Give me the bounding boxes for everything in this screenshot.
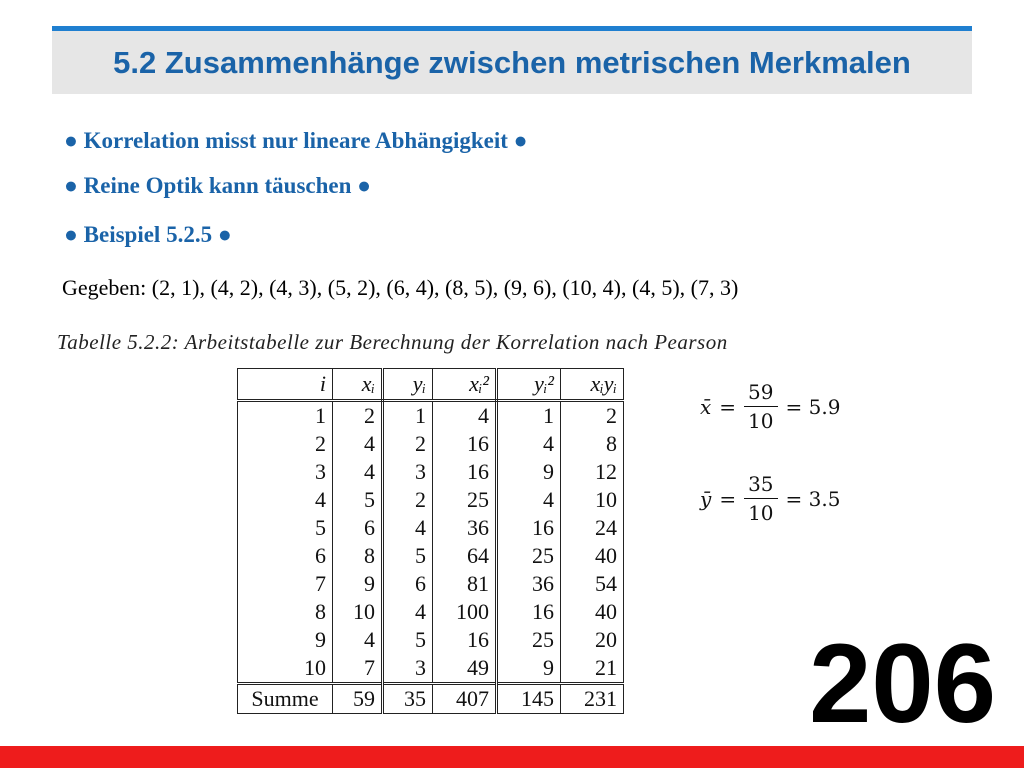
bottom-accent-bar [0, 746, 1024, 768]
sum-label: Summe [238, 684, 333, 714]
cell-x: 8 [333, 542, 383, 570]
cell-y-squared: 25 [497, 542, 561, 570]
table-row [238, 430, 624, 458]
table-row [238, 514, 624, 542]
table-row [238, 654, 624, 684]
cell-x-squared: 49 [433, 654, 497, 684]
cell-xy: 10 [595, 487, 617, 512]
cell-y-squared: 9 [497, 458, 561, 486]
cell-x: 4 [333, 626, 383, 654]
sum-y-squared: 145 [497, 684, 561, 714]
cell-x: 10 [333, 598, 383, 626]
cell-i: 7 [238, 570, 333, 598]
cell-y: 5 [383, 626, 433, 654]
cell-x-squared: 16 [433, 458, 497, 486]
y-mean-denominator: 10 [748, 501, 774, 525]
cell-i: 9 [238, 626, 333, 654]
table-row [238, 486, 624, 514]
bullet-example: ● Beispiel 5.2.5 ● [64, 222, 232, 247]
x-mean-numerator: 59 [744, 380, 777, 407]
bullet-correlation: ● Korrelation misst nur lineare Abhängigkeit ● [64, 128, 528, 153]
cell-xy: 54 [595, 571, 617, 596]
cell-x-squared: 25 [433, 486, 497, 514]
formula-x-mean [700, 380, 840, 433]
cell-x: 4 [333, 458, 383, 486]
cell-i: 5 [238, 514, 333, 542]
cell-y: 3 [383, 458, 433, 486]
sum-x: 59 [333, 684, 383, 714]
x-mean-denominator: 10 [748, 409, 774, 433]
table-row [238, 401, 624, 431]
table-header-row [238, 369, 624, 401]
given-data-points: Gegeben: (2, 1), (4, 2), (4, 3), (5, 2), (6, 4), (8, 5), (9, 6), (10, 4), (4, 5), (7, 3) [62, 275, 739, 300]
sum-y: 35 [383, 684, 433, 714]
table-row [238, 626, 624, 654]
cell-x-squared: 64 [433, 542, 497, 570]
cell-i: 10 [238, 654, 333, 684]
cell-y-squared: 4 [497, 486, 561, 514]
cell-x-squared: 81 [433, 570, 497, 598]
cell-xy: 2 [606, 403, 617, 428]
cell-xy: 21 [595, 655, 617, 680]
table-sum-row [238, 684, 624, 714]
cell-x: 2 [333, 401, 383, 431]
cell-i: 4 [238, 486, 333, 514]
cell-xy: 40 [595, 543, 617, 568]
formula-y-mean [700, 472, 840, 525]
cell-x: 9 [333, 570, 383, 598]
cell-x: 6 [333, 514, 383, 542]
y-mean-numerator: 35 [744, 472, 777, 499]
page-number: 206 [809, 621, 996, 746]
cell-y-squared: 16 [497, 514, 561, 542]
cell-xy: 20 [595, 627, 617, 652]
cell-y-squared: 25 [497, 626, 561, 654]
cell-y-squared: 16 [497, 598, 561, 626]
cell-y: 3 [383, 654, 433, 684]
y-mean-symbol: ȳ [700, 486, 712, 511]
cell-y: 4 [383, 514, 433, 542]
table-row [238, 458, 624, 486]
cell-xy: 12 [595, 459, 617, 484]
table-caption: Tabelle 5.2.2: Arbeitstabelle zur Berechnung der Korrelation nach Pearson [57, 330, 728, 354]
cell-i: 3 [238, 458, 333, 486]
cell-y-squared: 36 [497, 570, 561, 598]
header-y-squared: yᵢ² [497, 369, 561, 401]
header-i: i [238, 369, 333, 401]
cell-y: 1 [383, 401, 433, 431]
y-mean-result: = 3.5 [785, 486, 841, 511]
cell-x-squared: 16 [433, 430, 497, 458]
x-mean-result: = 5.9 [785, 394, 841, 419]
cell-y: 5 [383, 542, 433, 570]
header-xy: xᵢyᵢ [561, 369, 624, 401]
cell-x-squared: 16 [433, 626, 497, 654]
cell-x: 4 [333, 430, 383, 458]
table-row [238, 542, 624, 570]
cell-i: 1 [238, 401, 333, 431]
cell-x: 5 [333, 486, 383, 514]
cell-i: 6 [238, 542, 333, 570]
cell-i: 8 [238, 598, 333, 626]
cell-xy: 40 [595, 599, 617, 624]
cell-y-squared: 1 [497, 401, 561, 431]
header-x: xᵢ [333, 369, 383, 401]
y-mean-fraction [744, 472, 777, 525]
slide-header [52, 26, 972, 94]
cell-x-squared: 4 [433, 401, 497, 431]
cell-x-squared: 36 [433, 514, 497, 542]
sum-xy: 231 [561, 684, 624, 714]
cell-xy: 8 [606, 431, 617, 456]
x-mean-fraction [744, 380, 777, 433]
header-x-squared: xᵢ² [433, 369, 497, 401]
work-table [237, 368, 624, 714]
table-row [238, 598, 624, 626]
cell-y: 2 [383, 430, 433, 458]
table-row [238, 570, 624, 598]
x-mean-symbol: x̄ [700, 394, 712, 419]
x-mean-eq: = [719, 394, 737, 419]
cell-x-squared: 100 [433, 598, 497, 626]
slide-title: 5.2 Zusammenhänge zwischen metrischen Merkmalen [113, 45, 911, 80]
y-mean-eq: = [719, 486, 737, 511]
cell-x: 7 [333, 654, 383, 684]
cell-xy: 24 [595, 515, 617, 540]
cell-y: 6 [383, 570, 433, 598]
header-y: yᵢ [383, 369, 433, 401]
bullet-optics: ● Reine Optik kann täuschen ● [64, 173, 372, 198]
cell-i: 2 [238, 430, 333, 458]
cell-y-squared: 9 [497, 654, 561, 684]
cell-y: 4 [383, 598, 433, 626]
sum-x-squared: 407 [433, 684, 497, 714]
cell-y-squared: 4 [497, 430, 561, 458]
cell-y: 2 [383, 486, 433, 514]
